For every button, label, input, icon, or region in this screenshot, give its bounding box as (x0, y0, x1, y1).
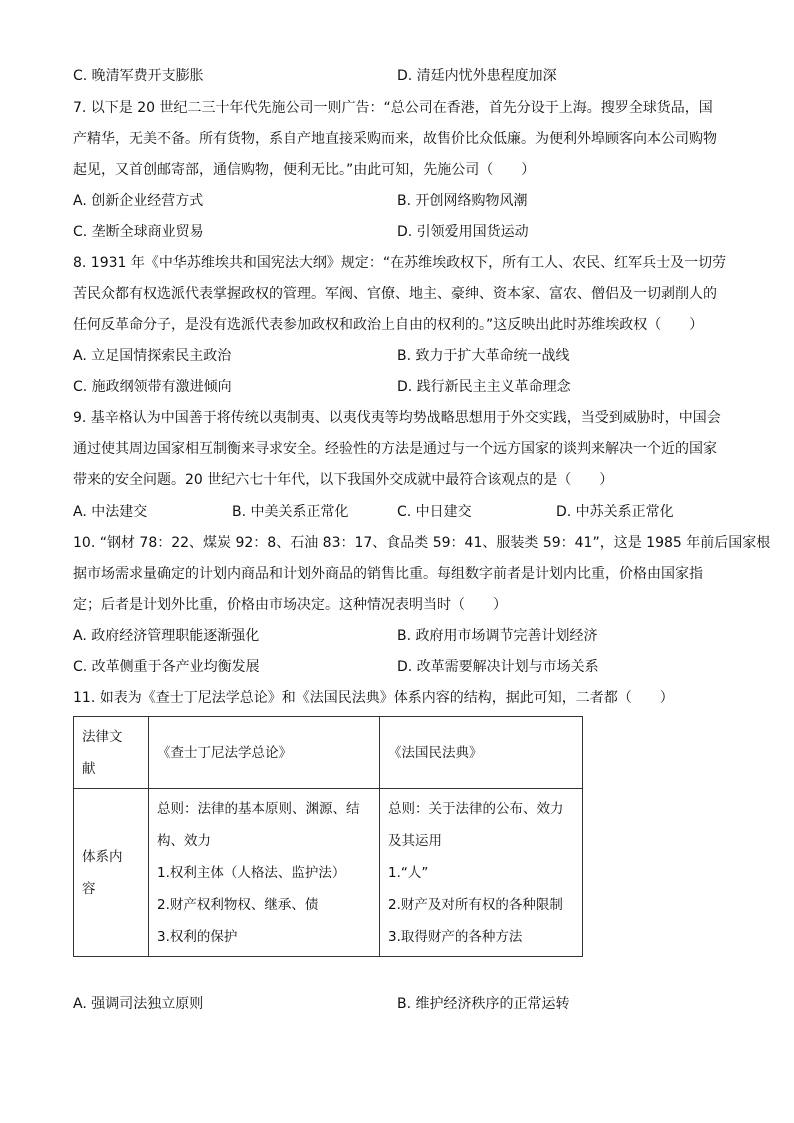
q10-stem-line-1: 10. “钢材 78：22、煤炭 92：8、石油 83：17、食品类 59：41、服装类 59：41”，这是 1985 年前后国家根 (73, 535, 771, 551)
q6-option-c: C. 晚清军费开支膨胀 (73, 68, 204, 84)
q9-option-b: B. 中美关系正常化 (232, 504, 349, 520)
q8-option-c: C. 施政纲领带有激进倾向 (73, 379, 232, 395)
q9-stem-line-3: 带来的安全问题。20 世纪六七十年代，以下我国外交成就中最符合该观点的是（ ） (73, 472, 614, 488)
q7-stem-line-1: 7. 以下是 20 世纪二三十年代先施公司一则广告：“总公司在香港，首先分设于上海。搜罗全球货品，国 (73, 100, 713, 116)
table-header-row (74, 717, 583, 789)
law-comparison-table (73, 716, 583, 957)
q10-option-d: D. 改革需要解决计划与市场关系 (397, 659, 599, 675)
header-french-code-cell: 《法国民法典》 (380, 717, 583, 789)
q11-option-a: A. 强调司法独立原则 (73, 996, 204, 1012)
q9-option-c: C. 中日建交 (397, 504, 472, 520)
content-justinian-cell (149, 789, 380, 957)
justinian-line-3: 1.权利主体（人格法、监护法） (157, 864, 346, 881)
content-label-line-1: 体系内 (82, 848, 123, 865)
q8-option-d: D. 践行新民主主义革命理念 (397, 379, 571, 395)
q9-stem-line-1: 9. 基辛格认为中国善于将传统以夷制夷、以夷伐夷等均势战略思想用于外交实践，当受到威胁时，中国会 (73, 410, 721, 426)
header-label-cell (74, 717, 149, 789)
q10-stem-line-2: 据市场需求量确定的计划内商品和计划外商品的销售比重。每组数字前者是计划内比重，价格由国家指 (73, 566, 703, 582)
q11-option-b: B. 维护经济秩序的正常运转 (397, 996, 570, 1012)
content-label-line-2: 容 (82, 880, 96, 897)
q10-option-a: A. 政府经济管理职能逐渐强化 (73, 628, 260, 644)
justinian-line-2: 构、效力 (157, 832, 211, 849)
table-content-row (74, 789, 583, 957)
q10-option-b: B. 政府用市场调节完善计划经济 (397, 628, 598, 644)
header-justinian-cell: 《查士丁尼法学总论》 (149, 717, 380, 789)
q7-option-c: C. 垄断全球商业贸易 (73, 224, 204, 240)
content-label-cell (74, 789, 149, 957)
q9-stem-line-2: 通过使其周边国家相互制衡来寻求安全。经验性的方法是通过与一个远方国家的谈判来解决一个近的国家 (73, 441, 717, 457)
q7-option-d: D. 引领爱用国货运动 (397, 224, 529, 240)
q8-stem-line-3: 任何反革命分子，是没有选派代表参加政权和政治上自由的权利的。”这反映出此时苏维埃政权（ ） (73, 317, 704, 333)
content-french-code-cell (380, 789, 583, 957)
q8-option-b: B. 致力于扩大革命统一战线 (397, 348, 570, 364)
justinian-line-4: 2.财产权利物权、继承、债 (157, 896, 319, 913)
q8-stem-line-1: 8. 1931 年《中华苏维埃共和国宪法大纲》规定：“在苏维埃政权下，所有工人、农民、红军兵士及一切劳 (73, 255, 727, 271)
q7-option-a: A. 创新企业经营方式 (73, 193, 204, 209)
q8-option-a: A. 立足国情探索民主政治 (73, 348, 232, 364)
french-code-line-5: 3.取得财产的各种方法 (388, 928, 523, 945)
q11-stem-line-1: 11. 如表为《查士丁尼法学总论》和《法国民法典》体系内容的结构，据此可知，二者都（ ） (73, 690, 674, 706)
q6-option-d: D. 清廷内忧外患程度加深 (397, 68, 557, 84)
header-label-line-1: 法律文 (82, 728, 123, 745)
justinian-line-5: 3.权利的保护 (157, 928, 238, 945)
french-code-line-4: 2.财产及对所有权的各种限制 (388, 896, 563, 913)
french-code-line-2: 及其运用 (388, 832, 442, 849)
q7-stem-line-3: 起见，又首创邮寄部，通信购物，便利无比。”由此可知，先施公司（ ） (73, 162, 536, 178)
q10-stem-line-3: 定；后者是计划外比重，价格由市场决定。这种情况表明当时（ ） (73, 597, 507, 613)
q8-stem-line-2: 苦民众都有权选派代表掌握政权的管理。军阀、官僚、地主、豪绅、资本家、富农、僧侣及一切剥削人的 (73, 286, 717, 302)
header-label-line-2: 献 (82, 760, 96, 777)
justinian-line-1: 总则：法律的基本原则、渊源、结 (157, 800, 360, 817)
q7-stem-line-2: 产精华，无美不备。所有货物，系自产地直接采购而来，故售价比众低廉。为便利外埠顾客向本公司购物 (73, 131, 717, 147)
q9-option-d: D. 中苏关系正常化 (556, 504, 674, 520)
french-code-line-1: 总则：关于法律的公布、效力 (388, 800, 564, 817)
q9-option-a: A. 中法建交 (73, 504, 148, 520)
french-code-line-3: 1.“人” (388, 864, 429, 881)
q10-option-c: C. 改革侧重于各产业均衡发展 (73, 659, 260, 675)
q7-option-b: B. 开创网络购物风潮 (397, 193, 528, 209)
